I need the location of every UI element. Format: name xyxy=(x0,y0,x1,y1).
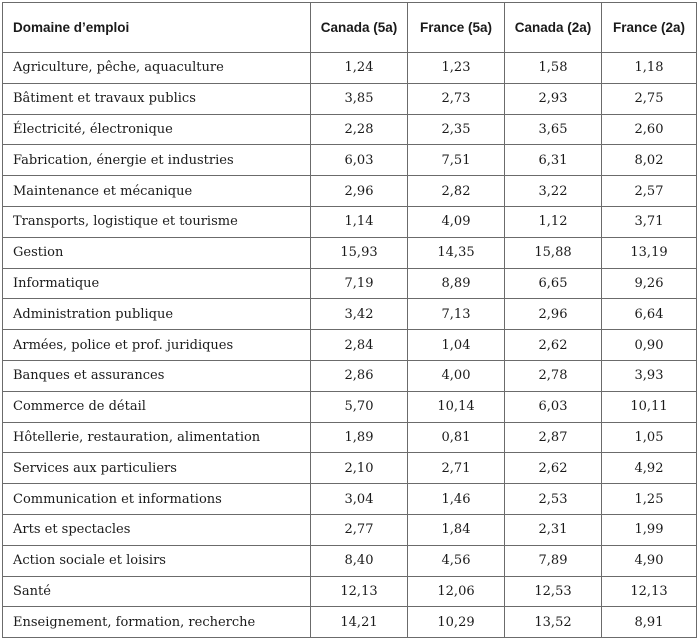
canada-2a-cell: 7,89 xyxy=(505,545,602,576)
france-5a-cell: 2,71 xyxy=(408,453,505,484)
france-5a-cell: 2,82 xyxy=(408,176,505,207)
domain-cell: Agriculture, pêche, aquaculture xyxy=(3,53,311,84)
canada-2a-cell: 1,12 xyxy=(505,206,602,237)
france-2a-cell: 8,02 xyxy=(602,145,697,176)
france-2a-cell: 10,11 xyxy=(602,391,697,422)
france-5a-cell: 2,73 xyxy=(408,83,505,114)
table-row xyxy=(3,576,697,607)
canada-5a-cell: 6,03 xyxy=(311,145,408,176)
domain-cell: Santé xyxy=(3,576,311,607)
domain-cell: Transports, logistique et tourisme xyxy=(3,206,311,237)
canada-2a-cell: 3,22 xyxy=(505,176,602,207)
france-2a-cell: 3,71 xyxy=(602,206,697,237)
canada-5a-cell: 2,28 xyxy=(311,114,408,145)
domain-cell: Commerce de détail xyxy=(3,391,311,422)
canada-5a-cell: 5,70 xyxy=(311,391,408,422)
france-5a-cell: 0,81 xyxy=(408,422,505,453)
canada-5a-cell: 2,86 xyxy=(311,360,408,391)
france-5a-cell: 4,00 xyxy=(408,360,505,391)
domain-cell: Enseignement, formation, recherche xyxy=(3,607,311,638)
table-row xyxy=(3,206,697,237)
table-row xyxy=(3,268,697,299)
canada-2a-cell: 2,96 xyxy=(505,299,602,330)
france-5a-cell: 1,84 xyxy=(408,514,505,545)
canada-5a-cell: 3,04 xyxy=(311,484,408,515)
table-row xyxy=(3,484,697,515)
table-row xyxy=(3,299,697,330)
table-container xyxy=(2,2,696,638)
canada-2a-cell: 2,87 xyxy=(505,422,602,453)
header-france-2a: France (2a) xyxy=(602,3,697,53)
table-row xyxy=(3,176,697,207)
canada-5a-cell: 2,77 xyxy=(311,514,408,545)
table-row xyxy=(3,453,697,484)
domain-cell: Arts et spectacles xyxy=(3,514,311,545)
header-canada-5a: Canada (5a) xyxy=(311,3,408,53)
canada-5a-cell: 1,89 xyxy=(311,422,408,453)
canada-5a-cell: 15,93 xyxy=(311,237,408,268)
canada-5a-cell: 8,40 xyxy=(311,545,408,576)
domain-cell: Hôtellerie, restauration, alimentation xyxy=(3,422,311,453)
table-row xyxy=(3,53,697,84)
domain-cell: Bâtiment et travaux publics xyxy=(3,83,311,114)
domain-cell: Services aux particuliers xyxy=(3,453,311,484)
domain-cell: Communication et informations xyxy=(3,484,311,515)
france-2a-cell: 13,19 xyxy=(602,237,697,268)
canada-5a-cell: 2,84 xyxy=(311,330,408,361)
employment-domain-table xyxy=(2,2,697,638)
canada-2a-cell: 2,93 xyxy=(505,83,602,114)
table-row xyxy=(3,83,697,114)
canada-2a-cell: 6,03 xyxy=(505,391,602,422)
canada-2a-cell: 1,58 xyxy=(505,53,602,84)
canada-5a-cell: 3,42 xyxy=(311,299,408,330)
france-2a-cell: 2,75 xyxy=(602,83,697,114)
france-2a-cell: 6,64 xyxy=(602,299,697,330)
france-2a-cell: 8,91 xyxy=(602,607,697,638)
domain-cell: Banques et assurances xyxy=(3,360,311,391)
canada-5a-cell: 14,21 xyxy=(311,607,408,638)
domain-cell: Armées, police et prof. juridiques xyxy=(3,330,311,361)
france-5a-cell: 7,51 xyxy=(408,145,505,176)
canada-2a-cell: 15,88 xyxy=(505,237,602,268)
france-2a-cell: 9,26 xyxy=(602,268,697,299)
header-canada-2a: Canada (2a) xyxy=(505,3,602,53)
canada-2a-cell: 2,31 xyxy=(505,514,602,545)
france-5a-cell: 14,35 xyxy=(408,237,505,268)
header-domain: Domaine d’emploi xyxy=(3,3,311,53)
france-5a-cell: 2,35 xyxy=(408,114,505,145)
canada-5a-cell: 3,85 xyxy=(311,83,408,114)
domain-cell: Maintenance et mécanique xyxy=(3,176,311,207)
canada-2a-cell: 2,53 xyxy=(505,484,602,515)
domain-cell: Fabrication, énergie et industries xyxy=(3,145,311,176)
table-row xyxy=(3,607,697,638)
france-2a-cell: 1,18 xyxy=(602,53,697,84)
france-5a-cell: 10,14 xyxy=(408,391,505,422)
france-5a-cell: 7,13 xyxy=(408,299,505,330)
france-5a-cell: 4,56 xyxy=(408,545,505,576)
table-row xyxy=(3,114,697,145)
canada-2a-cell: 2,62 xyxy=(505,330,602,361)
france-5a-cell: 10,29 xyxy=(408,607,505,638)
canada-5a-cell: 2,10 xyxy=(311,453,408,484)
france-5a-cell: 1,46 xyxy=(408,484,505,515)
table-row xyxy=(3,145,697,176)
domain-cell: Électricité, électronique xyxy=(3,114,311,145)
france-5a-cell: 12,06 xyxy=(408,576,505,607)
table-header xyxy=(3,3,697,53)
canada-5a-cell: 12,13 xyxy=(311,576,408,607)
france-2a-cell: 2,60 xyxy=(602,114,697,145)
france-2a-cell: 0,90 xyxy=(602,330,697,361)
france-5a-cell: 1,04 xyxy=(408,330,505,361)
canada-5a-cell: 7,19 xyxy=(311,268,408,299)
canada-5a-cell: 1,24 xyxy=(311,53,408,84)
france-2a-cell: 4,92 xyxy=(602,453,697,484)
canada-5a-cell: 1,14 xyxy=(311,206,408,237)
domain-cell: Administration publique xyxy=(3,299,311,330)
table-row xyxy=(3,545,697,576)
france-5a-cell: 8,89 xyxy=(408,268,505,299)
france-2a-cell: 2,57 xyxy=(602,176,697,207)
canada-2a-cell: 13,52 xyxy=(505,607,602,638)
france-2a-cell: 3,93 xyxy=(602,360,697,391)
canada-2a-cell: 2,78 xyxy=(505,360,602,391)
canada-2a-cell: 6,65 xyxy=(505,268,602,299)
header-row xyxy=(3,3,697,53)
domain-cell: Informatique xyxy=(3,268,311,299)
france-2a-cell: 1,05 xyxy=(602,422,697,453)
canada-5a-cell: 2,96 xyxy=(311,176,408,207)
france-2a-cell: 12,13 xyxy=(602,576,697,607)
domain-cell: Gestion xyxy=(3,237,311,268)
table-row xyxy=(3,237,697,268)
table-row xyxy=(3,422,697,453)
france-2a-cell: 1,99 xyxy=(602,514,697,545)
france-2a-cell: 1,25 xyxy=(602,484,697,515)
table-row xyxy=(3,330,697,361)
header-france-5a: France (5a) xyxy=(408,3,505,53)
canada-2a-cell: 2,62 xyxy=(505,453,602,484)
table-row xyxy=(3,360,697,391)
table-body xyxy=(3,53,697,638)
france-2a-cell: 4,90 xyxy=(602,545,697,576)
table-row xyxy=(3,514,697,545)
france-5a-cell: 1,23 xyxy=(408,53,505,84)
domain-cell: Action sociale et loisirs xyxy=(3,545,311,576)
canada-2a-cell: 6,31 xyxy=(505,145,602,176)
canada-2a-cell: 12,53 xyxy=(505,576,602,607)
table-row xyxy=(3,391,697,422)
france-5a-cell: 4,09 xyxy=(408,206,505,237)
canada-2a-cell: 3,65 xyxy=(505,114,602,145)
